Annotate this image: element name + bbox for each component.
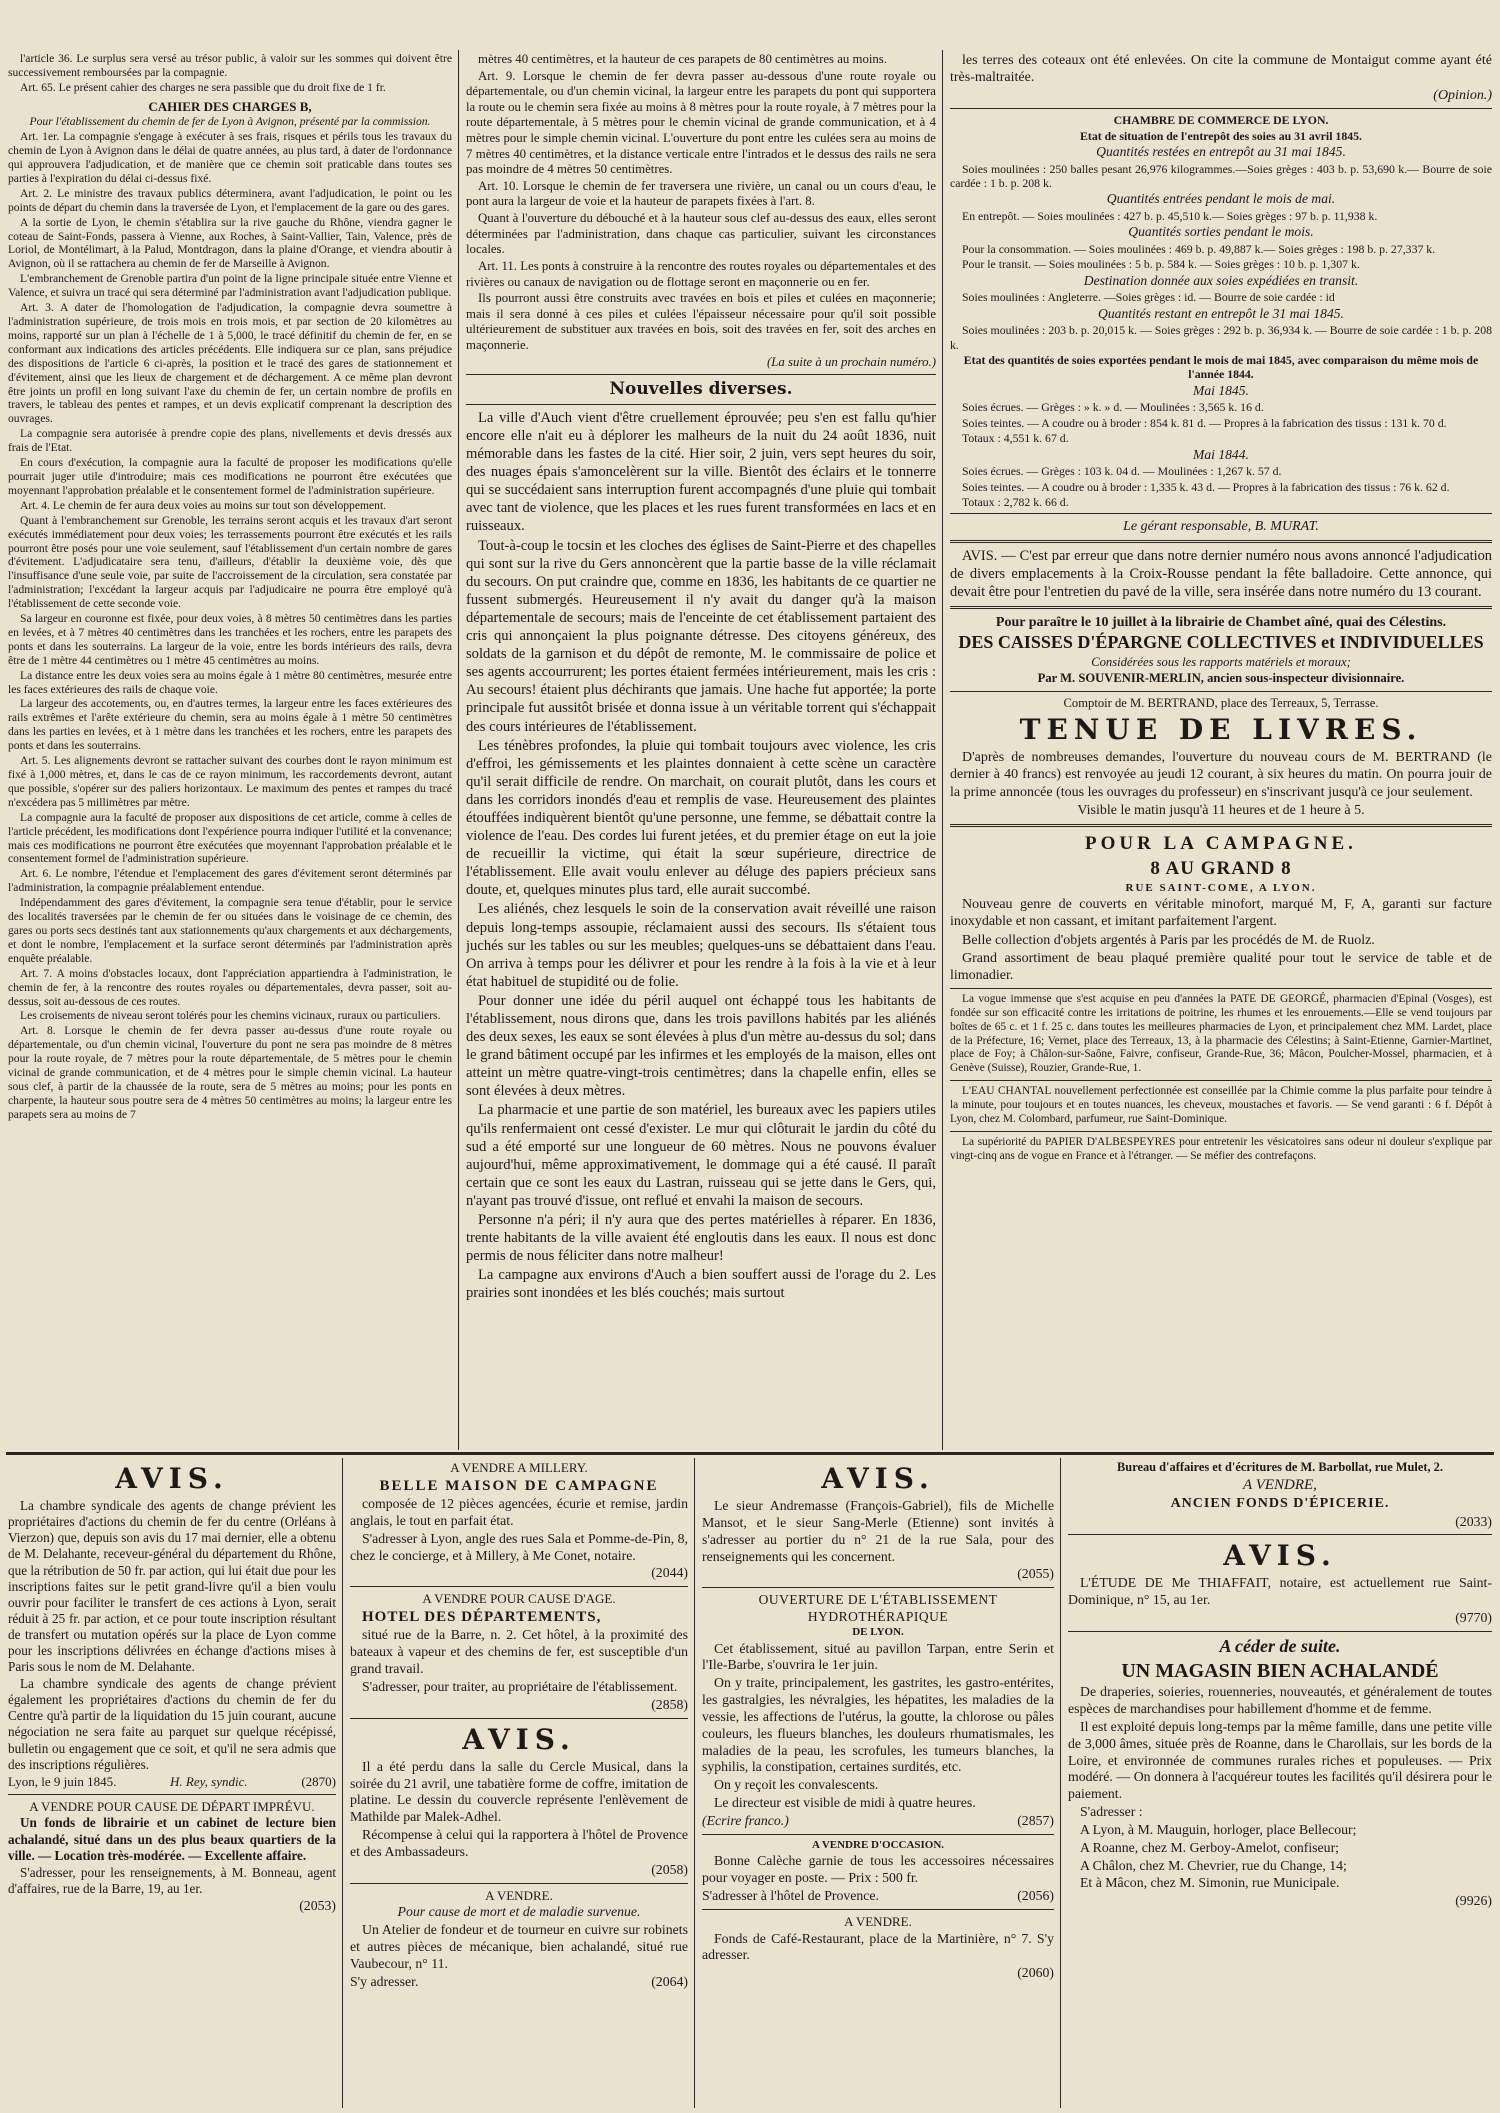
- ad-column-a: [8, 1460, 336, 2108]
- article: Ils pourront aussi être construits avec travées en bois et piles et culées en maçonnerie; mais il sera donné à ces piles et culées l'épaisseur nécessaire pour qu'il soit possible ultérieurement de substituer aux travées en bois, soit des travées en fer, soit des arches en maçonnerie.: [466, 291, 936, 352]
- report-line: Soies écrues. — Grèges : » k. » d. — Moulinées : 3,565 k. 16 d.: [962, 400, 1264, 415]
- ad-subtitle: A VENDRE,: [1243, 1477, 1317, 1494]
- ad-title: ANCIEN FONDS D'ÉPICERIE.: [1170, 1496, 1390, 1512]
- ad-title: UN MAGASIN BIEN ACHALANDÉ: [1121, 1659, 1439, 1682]
- ad-heading: A VENDRE POUR CAUSE DE DÉPART IMPRÉVU.: [29, 1798, 315, 1814]
- news-paragraph: La pharmacie et une partie de son matériel, les bureaux avec les papiers utiles qu'ils renfermaient ont cessé d'exister. Le mur qui clôturait le jardin du côté du sud a été emporté sur une longueur de 60 mètres. Nous ne pouvons évaluer aujourd'hui, même approximativement, le dommage qui a été causé. Il paraît certain que ce sont les eaux du Lastran, ruisseau qui se jette dans le Gers, qui, n'ayant pas trouvé d'issue, ont reflué et envahi la maison de secours.: [466, 1102, 936, 1209]
- divider: [950, 988, 1492, 989]
- ad-text: La chambre syndicale des agents de change prévient les propriétaires d'actions du chemin de fer du centre (Orléans à Vierzon) que, depuis son avis du 17 mai dernier, elle a obtenu de M. Delahante, receveur-général du département du Rhône, que la rétribution de 50 fr. par action, qui lui était due pour les inscriptions faites sur le petit grand-livre qu'il a bien voulu ouvrir pour faciliter le transfert de ces actions à Lyon, serait réduit à 25 fr. par action, et ce pour toute inscription résultant de transfert ou mutation opérés sur la place de Lyon comme pour les inscriptions délivrées en échange d'actions mises à Paris sous le nom de M. Delahante.: [8, 1498, 336, 1675]
- ad-title: DES CAISSES D'ÉPARGNE COLLECTIVES et INDIVIDUELLES: [958, 632, 1484, 653]
- report-line: Soies écrues. — Grèges : 103 k. 04 d. — Moulinées : 1,267 k. 57 d.: [962, 464, 1282, 479]
- divider: [950, 606, 1492, 609]
- ad-text: Visible le matin jusqu'à 11 heures et de 1 heure à 5.: [1077, 802, 1365, 818]
- ad-text: S'adresser :: [1080, 1804, 1143, 1820]
- ad-number: (2044): [651, 1565, 688, 1581]
- ad-text: La chambre syndicale des agents de change prévient également les propriétaires d'actions du chemin de fer du Centre qu'à partir de la liquidation du 15 juin courant, aucune négociation ne sera faite au parquet sur quelque récépissé, bulletin ou engagement que ce soit, et qu'il ne sera admis que des inscriptions régulières.: [8, 1676, 336, 1772]
- ad-text: (Ecrire franco.): [702, 1812, 789, 1828]
- ad-text: Le sieur Andremasse (François-Gabriel), fils de Michelle Mansot, et le sieur Sang-Merle (Etienne) sont invités à s'adresser au portier du n° 21 de la rue Sala, pour des renseignements qui les concernent.: [702, 1498, 1054, 1564]
- report-line: Pour le transit. — Soies moulinées : 5 b. p. 584 k. — Soies grèges : 10 b. p. 1,307 k.: [962, 257, 1360, 272]
- ad-text: S'adresser à Lyon, angle des rues Sala et Pomme-de-Pin, 8, chez le concierge, et à Millery, à Me Conet, notaire.: [350, 1530, 688, 1563]
- ad-text: Cet établissement, situé au pavillon Tarpan, entre Serin et l'Ile-Barbe, s'ouvrira le 1er juin.: [702, 1640, 1054, 1673]
- ad-heading: A VENDRE POUR CAUSE D'AGE.: [422, 1591, 616, 1607]
- news-paragraph: Pour donner une idée du péril auquel ont échappé tous les habitants de l'établissement, nous dirons que, dans les trois pavillons habités par les aliénés des deux sexes, les eaux se sont élevées à plus d'un mètre au-dessus du sol; dans le grand bâtiment occupé par les infirmes et les employés de la maison, elles ont atteint un mètre quatre-vingt-trois centimètres; dans la chapelle enfin, elles se sont élevées à deux mètres.: [466, 992, 936, 1100]
- ad-heading: A céder de suite.: [1219, 1635, 1341, 1656]
- gerant-line: Le gérant responsable, B. MURAT.: [1123, 519, 1319, 535]
- ad-title: AVIS.: [462, 1722, 576, 1756]
- ad-text: S'y adresser.: [350, 1973, 419, 1989]
- section-title: CAHIER DES CHARGES B,: [148, 98, 312, 114]
- ad-text: Il est exploité depuis long-temps par la même famille, dans une petite ville de 3,000 âmes, située près de Roanne, dans le Charollais, sur les bords de la Loire, et environnée de communes rurales riches et populeuses. — Prix modéré. — On donnera à l'acquéreur toutes les facilités qu'il désirera pour le paiement.: [1068, 1718, 1492, 1802]
- ad-title: 8 AU GRAND 8: [1150, 857, 1292, 879]
- report-heading: Quantités sorties pendant le mois.: [1128, 224, 1314, 240]
- ad-text: S'adresser à l'hôtel de Provence.: [702, 1887, 879, 1903]
- ad-column-b: [350, 1460, 688, 2108]
- article: La compagnie sera autorisée à prendre copie des plans, nivellements et devis dressés aux frais de l'Etat.: [8, 427, 452, 455]
- news-paragraph: Tout-à-coup le tocsin et les cloches des églises de Saint-Pierre et des chapelles qui sont sur la rive du Gers annoncèrent que la partie basse de la ville réclamait du secours. On put craindre que, comme en 1836, les habitants de ce quartier ne fussent submergés. Heureusement il n'y avait du danger qu'à la maison départementale de secours; mais de l'enceinte de cet établissement partaient des cris qui annonçaient la plus poignante détresse. Des citoyens généreux, des soldats de la garnison et du dépôt de remonte, M. le commissaire de police et ses agents accourrurent; les portes étaient fermées intérieurement, mais les cris : Au secours! étaient plus déchirants que jamais. Une hache fut apportée; la porte principale fut aussitôt brisée et donna issue à un véritable torrent qui s'échappait des cours intérieures de l'établissement.: [466, 537, 936, 735]
- silk-report: [950, 113, 1492, 509]
- ad-footer: [350, 1974, 688, 1991]
- ad-text: Nouveau genre de couverts en véritable minofort, marqué M, F, A, garanti sur facture inoxydable et non cassant, et imitant parfaitement l'argent.: [950, 897, 1492, 930]
- report-line: Totaux : 4,551 k. 67 d.: [962, 431, 1069, 446]
- article: Les croisements de niveau seront tolérés pour les chemins vicinaux, ruraux ou particuliers.: [20, 1009, 441, 1023]
- section-divider: [6, 1452, 1494, 1455]
- divider: [350, 1586, 688, 1587]
- ad-number: (9926): [1455, 1893, 1492, 1909]
- divider: [950, 691, 1492, 692]
- ad-text: Belle collection d'objets argentés à Paris par les procédés de M. de Ruolz.: [962, 932, 1375, 948]
- column-3: [950, 52, 1492, 1450]
- article: mètres 40 centimètres, et la hauteur de ces parapets de 80 centimètres au moins.: [478, 52, 887, 66]
- ad-text: On y traite, principalement, les gastrites, les gastro-entérites, les gastralgies, les névralgies, les hépatites, les maladies de la vessie, les affections de l'utérus, la goutte, la chlorose ou pâles couleurs, les flueurs blanches, les douleurs rhumatismales, les maladies de la peau, les scrofules, les tumeurs blanches, la syphilis, la constipation, certaines surdités, etc.: [702, 1675, 1054, 1775]
- report-subtitle: Etat des quantités de soies exportées pendant le mois de mai 1845, avec comparaison du même mois de l'année 1844.: [963, 353, 1479, 382]
- ad-text: Un fonds de librairie et un cabinet de lecture bien achalandé, situé dans un des plus beaux quartiers de la ville. — Location très-modérée. — Excellente affaire.: [8, 1815, 336, 1863]
- ad-text: D'après de nombreuses demandes, l'ouverture du nouveau cours de M. BERTRAND (le dernier à 40 francs) est renvoyée au jeudi 12 courant, à six heures du matin. On pourra jouir de la prime annoncée (tous les ouvrages du professeur) en s'inscrivant jusqu'à ce jour seulement.: [950, 750, 1492, 800]
- news-paragraph: Personne n'a péri; il n'y aura que des pertes matérielles à réparer. En 1836, trente habitants de la ville avaient été engloutis dans les eaux. Il nous est donc permis de nous féliciter dans notre malheur!: [466, 1212, 936, 1265]
- ad-text: Le directeur est visible de midi à quatre heures.: [714, 1795, 976, 1811]
- article: Art. 3. A dater de l'homologation de l'adjudication, la compagnie devra soumettre à l'administration supérieure, de trois mois en trois mois, et par section de 20 kilomètres au moins, rapporté sur un plan à l'échelle de 1 à 5,000, le tracé définitif du chemin de fer, en se conformant aux indications des articles précédents. Elle indiquera sur ce plan, sans préjudice des dispositions de l'article 6 ci-après, la position et le tracé des gares de stationnement et d'évitement, ainsi que les lieux de chargement et de déchargement. A ce même plan devront être joints un profil en long suivant l'axe du chemin de fer, un certain nombre de profils en travers, le tableau des pentes et rampes, et un devis explicatif comprenant la description des ouvrages.: [8, 301, 452, 426]
- ad-address: RUE SAINT-COME, A LYON.: [1125, 882, 1317, 894]
- article: L'embranchement de Grenoble partira d'un point de la ligne principale située entre Vienne et Valence, et suivra un tracé qui sera déterminé par l'administration avant l'adjudication publique.: [8, 272, 452, 300]
- article: Quant à l'ouverture du débouché et à la hauteur sous clef au-dessus des eaux, elles seront déterminées par l'administration, dans chaque cas particulier, suivant les circonstances locales.: [466, 211, 936, 257]
- ad-text: situé rue de la Barre, n. 2. Cet hôtel, à la proximité des bateaux à vapeur et des chemins de fer, est susceptible d'un grand travail.: [350, 1627, 688, 1677]
- ad-number: (2060): [1017, 1965, 1054, 1981]
- ad-number: (2058): [651, 1861, 688, 1877]
- divider: [950, 824, 1492, 827]
- ad-footer: [702, 1888, 1054, 1905]
- article: Art. 4. Le chemin de fer aura deux voies au moins sur tout son développement.: [20, 498, 387, 512]
- article: Art. 9. Lorsque le chemin de fer devra passer au-dessous d'une route royale ou départementale, ou d'un chemin vicinal, la largeur entre les parapets du pont qui supportera la route ou le chemin sera fixée au moins à 8 mètres pour la route royale, à 7 mètres pour la route départementale, à 5 mètres pour le chemin vicinal de grande communication, et à 4 mètres pour le simple chemin vicinal. L'ouverture du pont entre les culées sera au moins de 7 mètres 40 centimètres, et la distance verticale entre l'intrados et le dessus des rails ne sera pas moindre de 4 mètres 50 centimètres.: [466, 68, 936, 177]
- ad-author: Par M. SOUVENIR-MERLIN, ancien sous-inspecteur divisionnaire.: [1037, 671, 1405, 686]
- report-line: Soies moulinées : Angleterre. —Soies grèges : id. — Bourre de soie cardée : id: [962, 290, 1335, 305]
- source: (Opinion.): [1433, 88, 1492, 104]
- news-paragraph: La ville d'Auch vient d'être cruellement éprouvée; peu s'en est fallu qu'hier encore elle n'ait eu à déplorer les malheurs de la nuit du 24 août 1836, nuit mémorable dans les fastes de la cité. Hier soir, 2 juin, vers sept heures du soir, des nuages épais s'amoncelèrent sur la ville. Bientôt des éclairs et le tonnerre qui se succédaient sans interruption furent accompagnés d'une pluie qui tombait avec tant de violence, que les places et les rues furent transformées en lacs et en ruisseaux.: [466, 409, 936, 535]
- divider: [702, 1909, 1054, 1910]
- article: La distance entre les deux voies sera au moins égale à 1 mètre 80 centimètres, mesurée entre les faces extérieures des rails de chaque voie.: [8, 668, 452, 696]
- ad-footer: [702, 1813, 1054, 1830]
- report-heading: Quantités entrées pendant le mois de mai.: [1106, 191, 1336, 207]
- divider: [702, 1587, 1054, 1588]
- ad-date: Lyon, le 9 juin 1845.: [8, 1773, 117, 1789]
- ad-number: (2858): [651, 1696, 688, 1712]
- article: Art. 8. Lorsque le chemin de fer devra passer au-dessus d'une route royale ou départementale, ou d'un chemin vicinal, l'ouverture du pont ne sera pas moindre de 8 mètres pour la route royale, de 7 mètres pour la route départementale, de 5 mètres pour le chemin vicinal de grande communication, et de 4 mètres pour le simple chemin vicinal. La hauteur sous clef, à partir de la chaussée de la route, sera de 5 mètres au moins; pour les ponts en charpente, la hauteur sous poutre sera de 4 mètres 50 centimètres au moins; la largeur entre les parapets sera au moins de 7: [8, 1024, 452, 1121]
- divider: [950, 540, 1492, 543]
- ad-number: (2870): [301, 1773, 336, 1789]
- report-subtitle: Etat de situation de l'entrepôt des soies au 31 avril 1845.: [1080, 128, 1362, 143]
- article: Sa largeur en couronne est fixée, pour deux voies, à 8 mètres 50 centimètres dans les parties en levées, et à 7 mètres 40 centimètres dans les tranchées et les rochers, entre les parapets des ponts et dans les souterrains. La largeur de la voie, entre les bords intérieurs des rails, devra être de 1 mètre 44 centimètres ou 1 mètre 45 centimètres au moins.: [8, 612, 452, 667]
- ad-text: L'EAU CHANTAL nouvellement perfectionnée est conseillée par la Chimie comme la plus parfaite pour teindre à la minute, pour toujours et en toutes nuances, les cheveux, moustaches et favoris. — Se vend garanti : 6 f. Dépôt à Lyon, chez M. Colombard, parfumeur, rue Saint-Dominique.: [950, 1085, 1492, 1126]
- article: Art. 10. Lorsque le chemin de fer traversera une rivière, un canal ou un cours d'eau, le pont aura la largeur de voie et la hauteur de parapets fixées à l'art. 8.: [466, 178, 936, 209]
- ad-text: S'adresser, pour les renseignements, à M. Bonneau, agent d'affaires, rue de la Barre, 19, au 1er.: [8, 1864, 336, 1896]
- divider: [8, 1794, 336, 1795]
- ad-heading: A VENDRE D'OCCASION.: [811, 1838, 945, 1851]
- ad-text: Un Atelier de fondeur et de tourneur en cuivre sur robinets et autres pièces de mécanique, bien achalandé, situé rue Vaubecour, n° 11.: [350, 1922, 688, 1971]
- report-heading: Destination donnée aux soies expédiées en transit.: [1083, 272, 1359, 288]
- report-heading: Quantités restées en entrepôt au 31 mai 1845.: [1096, 144, 1346, 160]
- article: Quant à l'embranchement sur Grenoble, les terrains seront acquis et les travaux d'art seront exécutés immédiatement pour deux voies; les terrassements pourront être exécutés et les rails pourront être posés pour une voie seulement, sauf l'établissement d'un certain nombre de gares d'évitement. L'adjudicataire sera tenu, d'ailleurs, d'établir la deuxième voie, dès que l'insuffisance d'une seule voie, par suite de l'accroissement de la circulation, sera constatée par l'administration; l'excédant la largeur acquis par l'adjudicaire ne pourra être employé qu'à l'établissement de cette seconde voie.: [8, 513, 452, 611]
- article: A la sortie de Lyon, le chemin s'établira sur la rive gauche du Rhône, viendra gagner le coteau de Saint-Fonds, passera à Vienne, aux Roches, à Saint-Vallier, Tain, Valence, près de Loriol, de Montélimart, à la Palud, Montdragon, dans la plaine d'Orange, et viendra aboutir à Avignon, où il se rattachera au chemin de fer de Marseille à Avignon.: [8, 215, 452, 271]
- article: Art. 7. A moins d'obstacles locaux, dont l'appréciation appartiendra à l'administration, le chemin de fer, à la rencontre des routes royales ou départementales, devra passer, soit au-dessus, soit au-dessous de ces routes.: [8, 966, 452, 1008]
- ad-text: Fonds de Café-Restaurant, place de la Martinière, n° 7. S'y adresser.: [702, 1930, 1054, 1963]
- divider: [950, 1080, 1492, 1081]
- divider: [466, 374, 936, 375]
- report-title: CHAMBRE DE COMMERCE DE LYON.: [1113, 113, 1329, 128]
- ad-number: (2056): [1017, 1887, 1054, 1903]
- news-paragraph: Les ténèbres profondes, la pluie qui tombait toujours avec violence, les cris d'effroi, les gémissements et les plaintes donnaient à cette scène un caractère qu'il serait difficile de rendre. On marchait, on courait plutôt, dans les cours et dans les corridors inondés d'eau et remplis de vase. Heureusement des plaintes étouffées indiquèrent bientôt qu'une personne, une femme, se débattait contre la violence de l'eau. Des cordes lui furent jetées, et du premier étage on eut la joie de recueillir la victime, qui était la sœur supérieure, directrice de l'établissement. Elle avait voulu enlever au déluge des papiers précieux sans doute, et, quelques minutes plus tard, elle aurait succombé.: [466, 737, 936, 899]
- divider: [950, 513, 1492, 514]
- column-rule: [694, 1458, 695, 2108]
- column-1: [8, 52, 452, 1450]
- ad-text: composée de 12 pièces agencées, écurie et remise, jardin anglais, le tout en parfait état.: [350, 1496, 688, 1528]
- ad-heading: A VENDRE.: [485, 1887, 553, 1903]
- article: Indépendamment des gares d'évitement, la compagnie sera tenue d'établir, pour le service des localités traversées par le chemin de fer ou situées dans le voisinage de ce chemin, des gares ou ports secs destinés tant aux stationnements qu'aux chargements et aux déchargements, et dont le nombre, l'emplacement et la surface seront déterminés par l'administration après enquête préalable.: [8, 896, 452, 965]
- ad-number: (9770): [1455, 1610, 1492, 1626]
- ad-heading: A VENDRE A MILLERY.: [450, 1460, 588, 1475]
- ad-heading: A VENDRE.: [844, 1913, 912, 1929]
- report-line: Soies moulinées : 250 balles pesant 26,976 kilogrammes.—Soies grèges : 403 b. p. 53,690 k.— Bourre de soie cardée : 1 b. p. 208 k.: [950, 161, 1492, 190]
- article: La compagnie aura la faculté de proposer aux dispositions de cet article, comme à celles de l'article précédent, les modifications dont l'expérience pourra indiquer l'utilité et la convenance; mais ces modifications ne pourront être exécutées que moyennant l'approbation préalable et le consentement formel de l'administration supérieure.: [8, 810, 452, 866]
- ad-title: POUR LA CAMPAGNE.: [1085, 832, 1357, 854]
- article: Art. 6. Le nombre, l'étendue et l'emplacement des gares d'évitement seront déterminés par l'administration, la compagnie préalablement entendue.: [8, 867, 452, 895]
- ad-subtitle: DE LYON.: [852, 1626, 904, 1639]
- divider: [1068, 1534, 1492, 1535]
- ad-text: Récompense à celui qui la rapportera à l'hôtel de Provence et des Ambassadeurs.: [350, 1827, 688, 1859]
- text: les terres des coteaux ont été enlevées. On cite la commune de Montaigut comme ayant été très-maltraitée.: [950, 53, 1492, 86]
- news-body: [466, 409, 936, 1303]
- news-title: Nouvelles diverses.: [609, 379, 793, 400]
- ad-text: De draperies, soieries, rouenneries, nouveautés, et généralement de toutes espèces de marchandises pour habillement d'homme et de femme.: [1068, 1684, 1492, 1717]
- ad-text: Il a été perdu dans la salle du Cercle Musical, dans la soirée du 21 avril, une tabatière forme de coffre, imitation de platine. Le dessin du couvercle représente l'enlèvement de Mathilde par Malek-Adhel.: [350, 1758, 688, 1825]
- ad-number: (2053): [299, 1897, 336, 1913]
- divider: [1068, 1631, 1492, 1632]
- ad-text: La supériorité du PAPIER D'ALBESPEYRES pour entretenir les vésicatoires sans odeur ni douleur s'explique par vingt-cinq ans de vogue en France et à l'étranger. — Se méfier des contrefaçons.: [950, 1135, 1492, 1162]
- column-rule: [342, 1458, 343, 2108]
- ad-title: AVIS.: [1223, 1539, 1337, 1573]
- ad-number: (2064): [651, 1973, 688, 1989]
- article: Art. 2. Le ministre des travaux publics déterminera, avant l'adjudication, le point ou les points de départ du chemin dans la traversée de Lyon, et l'emplacement de la gare ou des gares.: [8, 186, 452, 214]
- text: Art. 65. Le présent cahier des charges ne sera passible que du droit fixe de 1 fr.: [20, 80, 386, 94]
- ad-title: TENUE DE LIVRES.: [1019, 713, 1423, 747]
- ad-heading: Comptoir de M. BERTRAND, place des Terreaux, 5, Terrasse.: [1063, 695, 1379, 710]
- ad-signer: H. Rey, syndic.: [170, 1773, 248, 1789]
- divider: [350, 1718, 688, 1719]
- ad-heading: Bureau d'affaires et d'écritures de M. Barbollat, rue Mulet, 2.: [1117, 1460, 1443, 1474]
- ad-signature: [8, 1774, 336, 1790]
- ad-title: BELLE MAISON DE CAMPAGNE: [379, 1477, 659, 1494]
- ad-title: OUVERTURE DE L'ÉTABLISSEMENT HYDROTHÉRAPIQUE: [758, 1592, 998, 1624]
- report-line: Soies teintes. — A coudre ou à broder : 854 k. 81 d. — Propres à la fabrication des tissus : 131 k. 70 d.: [962, 415, 1447, 430]
- ad-subtitle: Pour cause de mort et de maladie survenue.: [397, 1904, 641, 1920]
- avis-paragraph: AVIS. — C'est par erreur que dans notre dernier numéro nous avons annoncé l'adjudication de divers emplacements à la Croix-Rousse pendant la fête balladoire. Cette annonce, qui devait être pour l'entretien du pavé de la ville, sera insérée dans notre numéro du 13 courant.: [950, 548, 1492, 600]
- ad-text: A Châlon, chez M. Chevrier, rue du Change, 14;: [1080, 1857, 1347, 1873]
- ad-text: A Roanne, chez M. Gerboy-Amelot, confiseur;: [1080, 1839, 1340, 1855]
- column-rule: [458, 50, 459, 1450]
- report-line: En entrepôt. — Soies moulinées : 427 b. p. 45,510 k.— Soies grèges : 97 b. p. 11,938 k.: [962, 208, 1378, 223]
- ad-text: Bonne Calèche garnie de tous les accessoires nécessaires pour voyager en poste. — Prix : 500 fr.: [702, 1853, 1054, 1885]
- article: Art. 11. Les ponts à construire à la rencontre des routes royales ou départementales et des rivières ou canaux de navigation ou de flottage seront en maçonnerie ou en fer.: [466, 258, 936, 289]
- ad-text: L'ÉTUDE DE Me THIAFFAIT, notaire, est actuellement rue Saint-Dominique, n° 15, au 1er.: [1068, 1575, 1492, 1608]
- ad-text: A Lyon, à M. Mauguin, horloger, place Bellecour;: [1080, 1821, 1357, 1837]
- ad-title: HOTEL DES DÉPARTEMENTS,: [362, 1609, 602, 1626]
- ad-heading: Pour paraître le 10 juillet à la librairie de Chambet aîné, quai des Célestins.: [995, 615, 1447, 631]
- report-heading: Quantités restant en entrepôt le 31 mai 1845.: [1098, 305, 1344, 321]
- ad-text: La vogue immense que s'est acquise en peu d'années la PATE DE GEORGÉ, pharmacien d'Epinal (Vosges), est fondée sur son efficacité contre les irritations de poitrine, les rhumes et les enrouements.—Elle se vend toujours par boîtes de 65 c. et 1 f. 25 c. dans toutes les meilleures pharmacies de Lyon, et principalement chez MM. Lardet, place de la Préfecture, 16; Vernet, place des Terreaux, 13, à la pharmacie des Célestins; à Saint-Etienne, Garnier-Martinet, place de Foy; à Châlon-sur-Saône, Faivre, confiseur, Grande-Rue, 36; Mâcon, Poulcher-Mossel, pharmacien, et à Genève (Suisse), Rouzier, Grande-Rue, 1.: [950, 992, 1492, 1075]
- column-rule: [942, 50, 943, 1450]
- ad-title: AVIS.: [821, 1462, 935, 1495]
- divider: [702, 1834, 1054, 1835]
- report-line: Soies moulinées : 203 b. p. 20,015 k. — Soies grèges : 292 b. p. 36,934 k. — Bourre de soie cardée : 1 b. p. 208 k.: [950, 323, 1492, 352]
- article: Art. 1er. La compagnie s'engage à exécuter à ses frais, risques et périls tous les travaux du chemin de Lyon à Avignon dans le délai de quatre années, au plus tard, à dater de l'ordonnance qui approuvera l'adjudication, et de manière que ce chemin soit praticable dans toutes ses parties à l'expiration du délai ci-dessus fixé.: [8, 130, 452, 185]
- news-paragraph: Les aliénés, chez lesquels le soin de la conservation avait réveillé une raison depuis long-temps assoupie, réclamaient aussi des secours. Ils s'étaient tous juchés sur les tables ou sur les meubles; quelques-uns se débattaient dans l'eau. On arriva à temps pour les délivrer et pour les rendre à la fois à la vie et à leur état habituel de stupidité ou de folie.: [466, 901, 936, 990]
- ad-subtitle: Considérées sous les rapports matériels et moraux;: [1091, 655, 1351, 670]
- divider: [350, 1883, 688, 1884]
- news-paragraph: La campagne aux environs d'Auch a bien souffert aussi de l'orage du 2. Les prairies sont inondées et les blés couchés; mais surtout: [466, 1267, 936, 1302]
- ad-column-d: [1068, 1460, 1492, 2108]
- report-heading: Mai 1845.: [1193, 382, 1249, 398]
- ad-number: (2055): [1017, 1566, 1054, 1582]
- divider: [466, 404, 936, 405]
- report-line: Totaux : 2,782 k. 66 d.: [962, 494, 1069, 509]
- ad-number: (2033): [1455, 1513, 1492, 1529]
- ad-number: (2857): [1017, 1812, 1054, 1828]
- divider: [950, 108, 1492, 109]
- article: La largeur des accotements, ou, en d'autres termes, la largeur entre les faces extérieures des rails extrêmes et l'arête extérieure du chemin, sera au moins égale à 1 mètre 50 centimètres dans les parties en levées, et à 1 mètre dans les tranchées et les rochers, entre les parapets des ponts et dans les souterrains.: [8, 697, 452, 753]
- report-heading: Mai 1844.: [1193, 446, 1249, 462]
- ad-title: AVIS.: [115, 1462, 229, 1495]
- ad-text: Et à Mâcon, chez M. Simonin, rue Municipale.: [1080, 1875, 1340, 1891]
- continuation-note: (La suite à un prochain numéro.): [767, 354, 936, 369]
- report-line: Soies teintes. — A coudre ou à broder : 1,335 k. 43 d. — Propres à la fabrication des tissus : 76 k. 62 d.: [962, 479, 1450, 494]
- ad-text: On y reçoit les convalescents.: [714, 1777, 879, 1793]
- divider: [950, 1131, 1492, 1132]
- ad-text: Grand assortiment de beau plaqué première qualité pour tout le service de table et de limonadier.: [950, 950, 1492, 983]
- ad-text: S'adresser, pour traiter, au propriétaire de l'établissement.: [362, 1678, 678, 1694]
- column-rule: [1060, 1458, 1061, 2108]
- text: l'article 36. Le surplus sera versé au trésor public, à valoir sur les sommes qui doivent être successivement remboursées par la compagnie.: [8, 52, 452, 79]
- column-2: [466, 52, 936, 1450]
- article: Art. 5. Les alignements devront se rattacher suivant des courbes dont le rayon minimum est fixé à 1,000 mètres, et, dans le cas de ce rayon minimum, les raccordements devront, autant que possible, s'opérer sur des paliers horizontaux. Le maximum des pentes et rampes du tracé n'excédera pas 5 millimètres par mètre.: [8, 754, 452, 809]
- section-subtitle: Pour l'établissement du chemin de fer de Lyon à Avignon, présenté par la commission.: [29, 115, 431, 129]
- article: En cours d'exécution, la compagnie aura la faculté de proposer les modifications qu'elle pourrait juger utile d'introduire; mais ces modifications ne pourront être exécutées que moyennant l'approbation préalable et le consentement formel de l'administration supérieure.: [8, 456, 452, 497]
- report-line: Pour la consommation. — Soies moulinées : 469 b. p. 49,887 k.— Soies grèges : 198 b. p. 27,337 k.: [962, 241, 1436, 256]
- ad-column-c: [702, 1460, 1054, 2108]
